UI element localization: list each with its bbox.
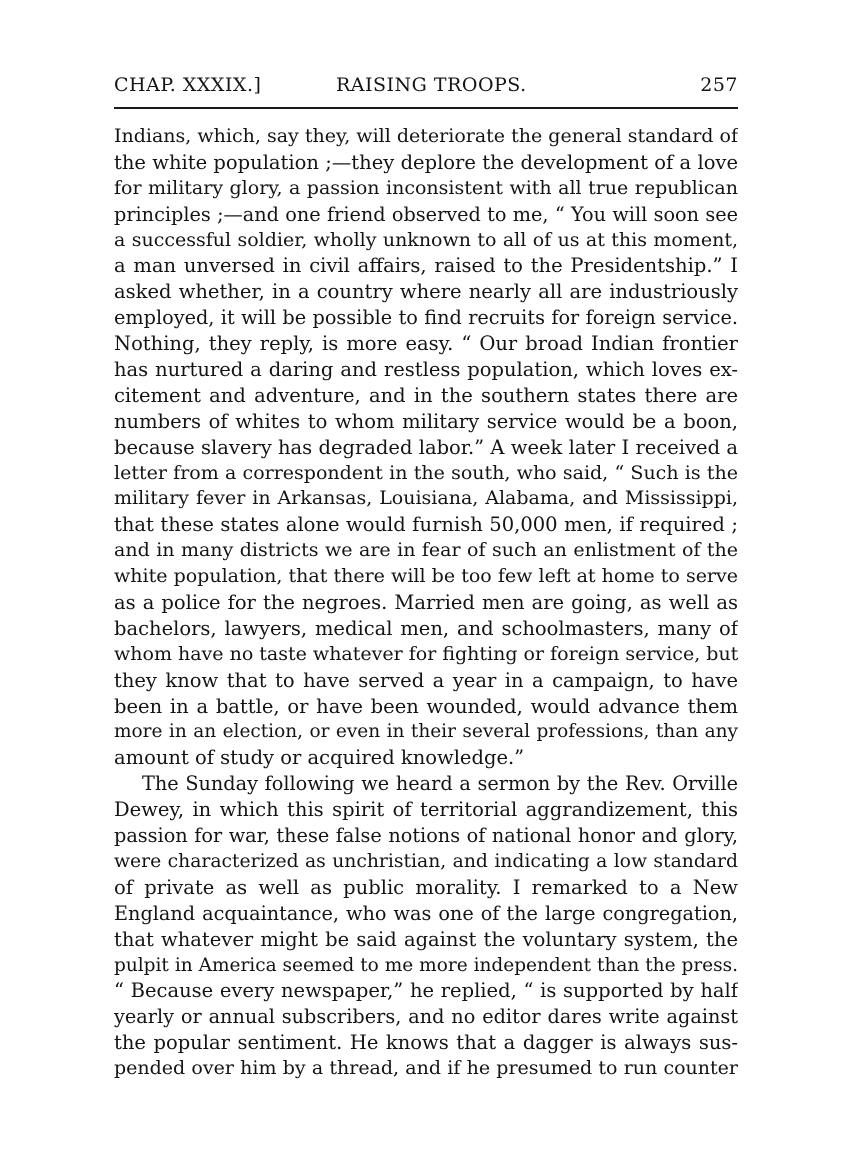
text-line: of private as well as public morality. I remarked to a New — [114, 875, 738, 899]
text-line: that whatever might be said against the voluntary system, the — [114, 927, 738, 951]
running-header — [114, 74, 738, 100]
text-line: Dewey, in which this spirit of territorial aggrandizement, this — [114, 798, 738, 822]
chapter-label: CHAP. XXXIX.] — [114, 74, 262, 96]
text-line: for military glory, a passion inconsistent with all true republican — [114, 176, 738, 199]
text-line: citement and adventure, and in the southern states there are — [114, 383, 738, 407]
text-line: bachelors, lawyers, medical men, and schoolmasters, many of — [114, 616, 738, 640]
text-line: asked whether, in a country where nearly all are industriously — [114, 280, 738, 304]
text-line: that these states alone would furnish 50,000 men, if required ; — [114, 513, 738, 537]
text-line: the white population ;—they deplore the development of a love — [114, 150, 738, 174]
text-line: Indians, which, say they, will deteriorate the general standard of — [114, 125, 738, 147]
text-line: employed, it will be possible to find recruits for foreign service. — [114, 306, 738, 330]
body-text — [114, 124, 738, 1082]
text-line: numbers of whites to whom military service would be a boon, — [114, 409, 738, 433]
text-line: more in an election, or even in their several professions, than any — [114, 721, 738, 743]
text-line: The Sunday following we heard a sermon by the Rev. Orville — [142, 772, 738, 796]
running-title: RAISING TROOPS. — [336, 74, 527, 96]
text-line: white population, that there will be too few left at home to serve — [114, 565, 738, 588]
text-line: whom have no taste whatever for fighting or foreign service, but — [114, 642, 738, 665]
text-line: amount of study or acquired knowledge.” — [114, 746, 525, 770]
text-line: a man unversed in civil affairs, raised to the Presidentship.” I — [114, 254, 738, 278]
text-line: principles ;—and one friend observed to me, “ You will soon see — [114, 202, 738, 226]
page-number: 257 — [700, 74, 738, 96]
text-line: were characterized as unchristian, and indicating a low standard — [114, 850, 738, 872]
text-line: because slavery has degraded labor.” A week later I received a — [114, 435, 738, 459]
text-line: “ Because every newspaper,” he replied, “ is supported by half — [114, 979, 738, 1003]
text-line: and in many districts we are in fear of such an enlistment of the — [114, 539, 738, 562]
text-line: military fever in Arkansas, Louisiana, Alabama, and Mississippi, — [114, 487, 738, 510]
text-line: England acquaintance, who was one of the large congregation, — [114, 901, 738, 925]
text-line: as a police for the negroes. Married men are going, as well as — [114, 591, 738, 615]
text-line: letter from a correspondent in the south, who said, “ Such is the — [114, 461, 738, 484]
text-line: passion for war, these false notions of national honor and glory, — [114, 824, 738, 848]
text-line: the popular sentiment. He knows that a dagger is always sus- — [114, 1031, 738, 1055]
text-line: they know that to have served a year in a campaign, to have — [114, 668, 738, 692]
text-line: Nothing, they reply, is more easy. “ Our broad Indian frontier — [114, 332, 738, 356]
header-rule — [114, 107, 738, 109]
text-line: pulpit in America seemed to me more independent than the press. — [114, 954, 738, 976]
text-line: pended over him by a thread, and if he presumed to run counter — [114, 1057, 738, 1080]
text-line: a successful soldier, wholly unknown to all of us at this moment, — [114, 228, 738, 251]
text-line: has nurtured a daring and restless population, which loves ex- — [114, 358, 738, 382]
text-line: been in a battle, or have been wounded, would advance them — [114, 694, 738, 718]
text-line: yearly or annual subscribers, and no editor dares write against — [114, 1005, 738, 1029]
